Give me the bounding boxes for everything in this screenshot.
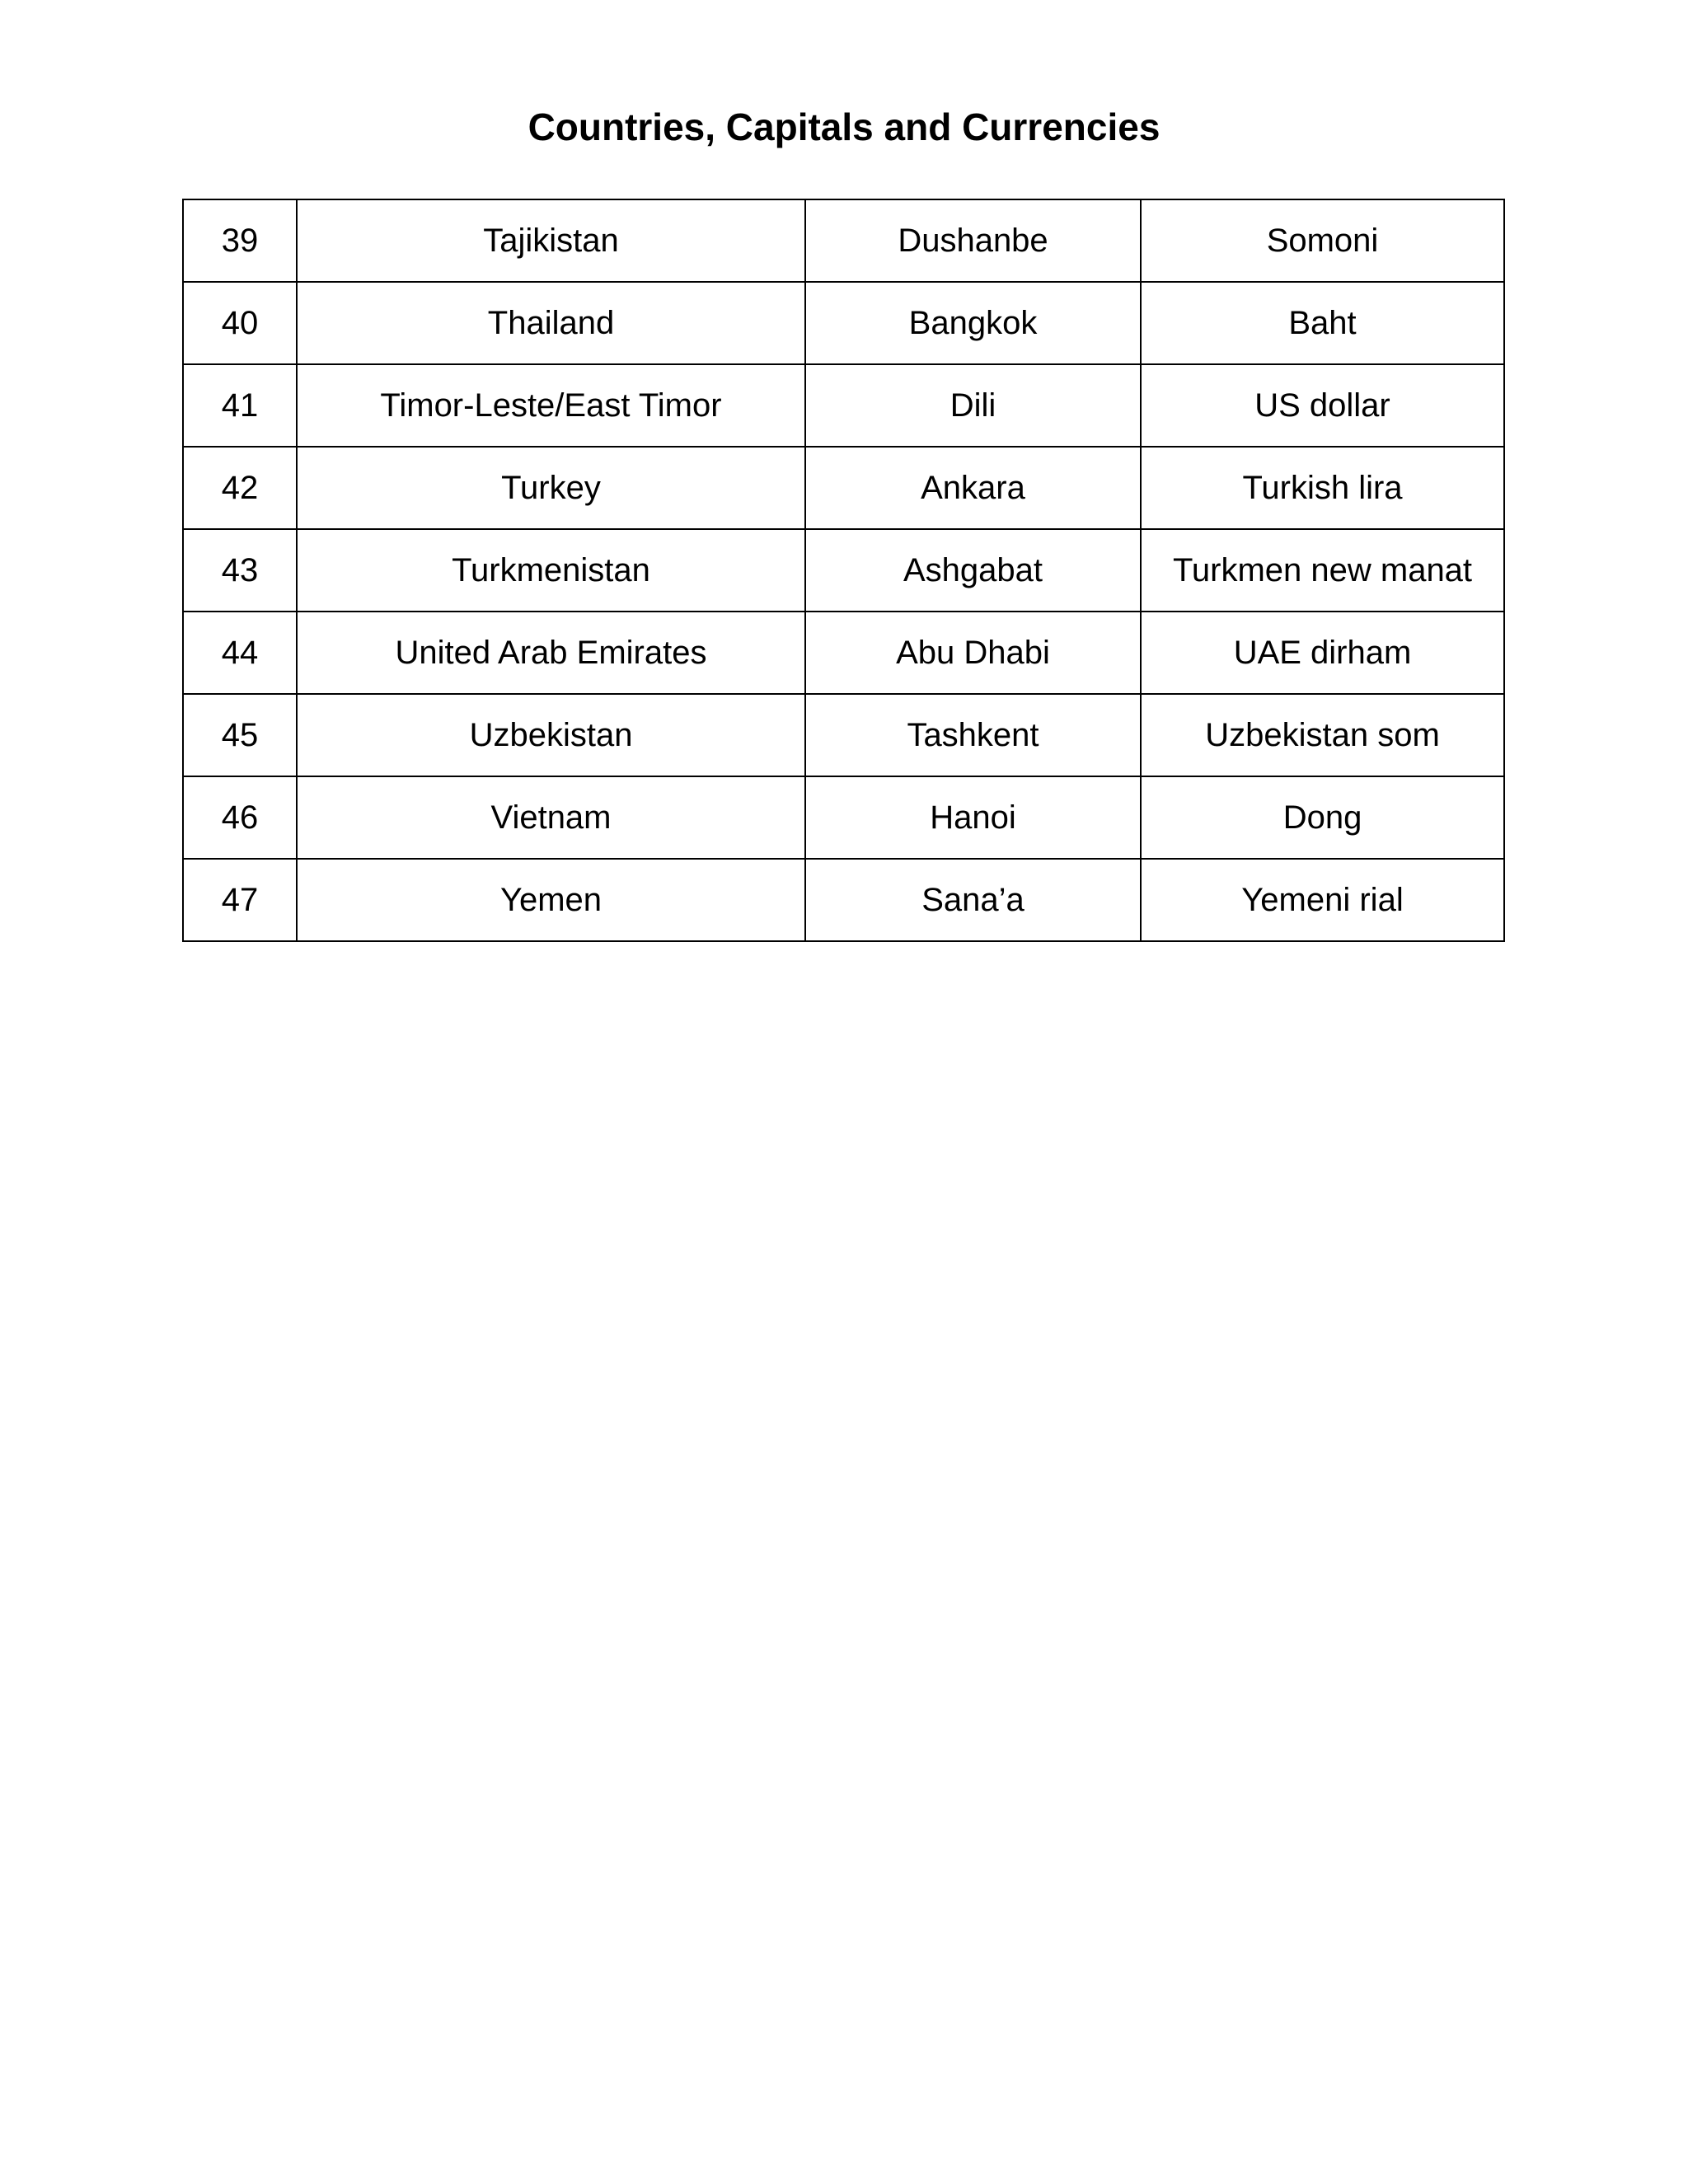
table-row [183, 199, 1504, 282]
table-row [183, 529, 1504, 612]
row-number-cell: 41 [183, 364, 297, 447]
table-row [183, 612, 1504, 694]
row-number-cell: 45 [183, 694, 297, 776]
table-row [183, 694, 1504, 776]
row-number-cell: 44 [183, 612, 297, 694]
capital-cell: Ankara [805, 447, 1141, 529]
country-cell: Thailand [297, 282, 805, 364]
currency-cell: Turkish lira [1141, 447, 1504, 529]
row-number-cell: 43 [183, 529, 297, 612]
row-number-cell: 42 [183, 447, 297, 529]
capital-cell: Sana’a [805, 859, 1141, 941]
countries-table [182, 199, 1505, 942]
row-number-cell: 40 [183, 282, 297, 364]
table-row [183, 776, 1504, 859]
table-row [183, 282, 1504, 364]
currency-cell: US dollar [1141, 364, 1504, 447]
currency-cell: Dong [1141, 776, 1504, 859]
capital-cell: Dushanbe [805, 199, 1141, 282]
table-row [183, 447, 1504, 529]
capital-cell: Dili [805, 364, 1141, 447]
currency-cell: Turkmen new manat [1141, 529, 1504, 612]
currency-cell: Somoni [1141, 199, 1504, 282]
capital-cell: Hanoi [805, 776, 1141, 859]
table-row [183, 364, 1504, 447]
country-cell: Turkmenistan [297, 529, 805, 612]
table-row [183, 859, 1504, 941]
country-cell: Turkey [297, 447, 805, 529]
currency-cell: Baht [1141, 282, 1504, 364]
country-cell: Yemen [297, 859, 805, 941]
currency-cell: UAE dirham [1141, 612, 1504, 694]
capital-cell: Abu Dhabi [805, 612, 1141, 694]
row-number-cell: 46 [183, 776, 297, 859]
currency-cell: Yemeni rial [1141, 859, 1504, 941]
currency-cell: Uzbekistan som [1141, 694, 1504, 776]
page-title: Countries, Capitals and Currencies [528, 105, 1160, 148]
country-cell: United Arab Emirates [297, 612, 805, 694]
row-number-cell: 39 [183, 199, 297, 282]
capital-cell: Ashgabat [805, 529, 1141, 612]
country-cell: Timor-Leste/East Timor [297, 364, 805, 447]
country-cell: Tajikistan [297, 199, 805, 282]
capital-cell: Tashkent [805, 694, 1141, 776]
country-cell: Vietnam [297, 776, 805, 859]
country-cell: Uzbekistan [297, 694, 805, 776]
row-number-cell: 47 [183, 859, 297, 941]
capital-cell: Bangkok [805, 282, 1141, 364]
table-body [183, 199, 1504, 941]
